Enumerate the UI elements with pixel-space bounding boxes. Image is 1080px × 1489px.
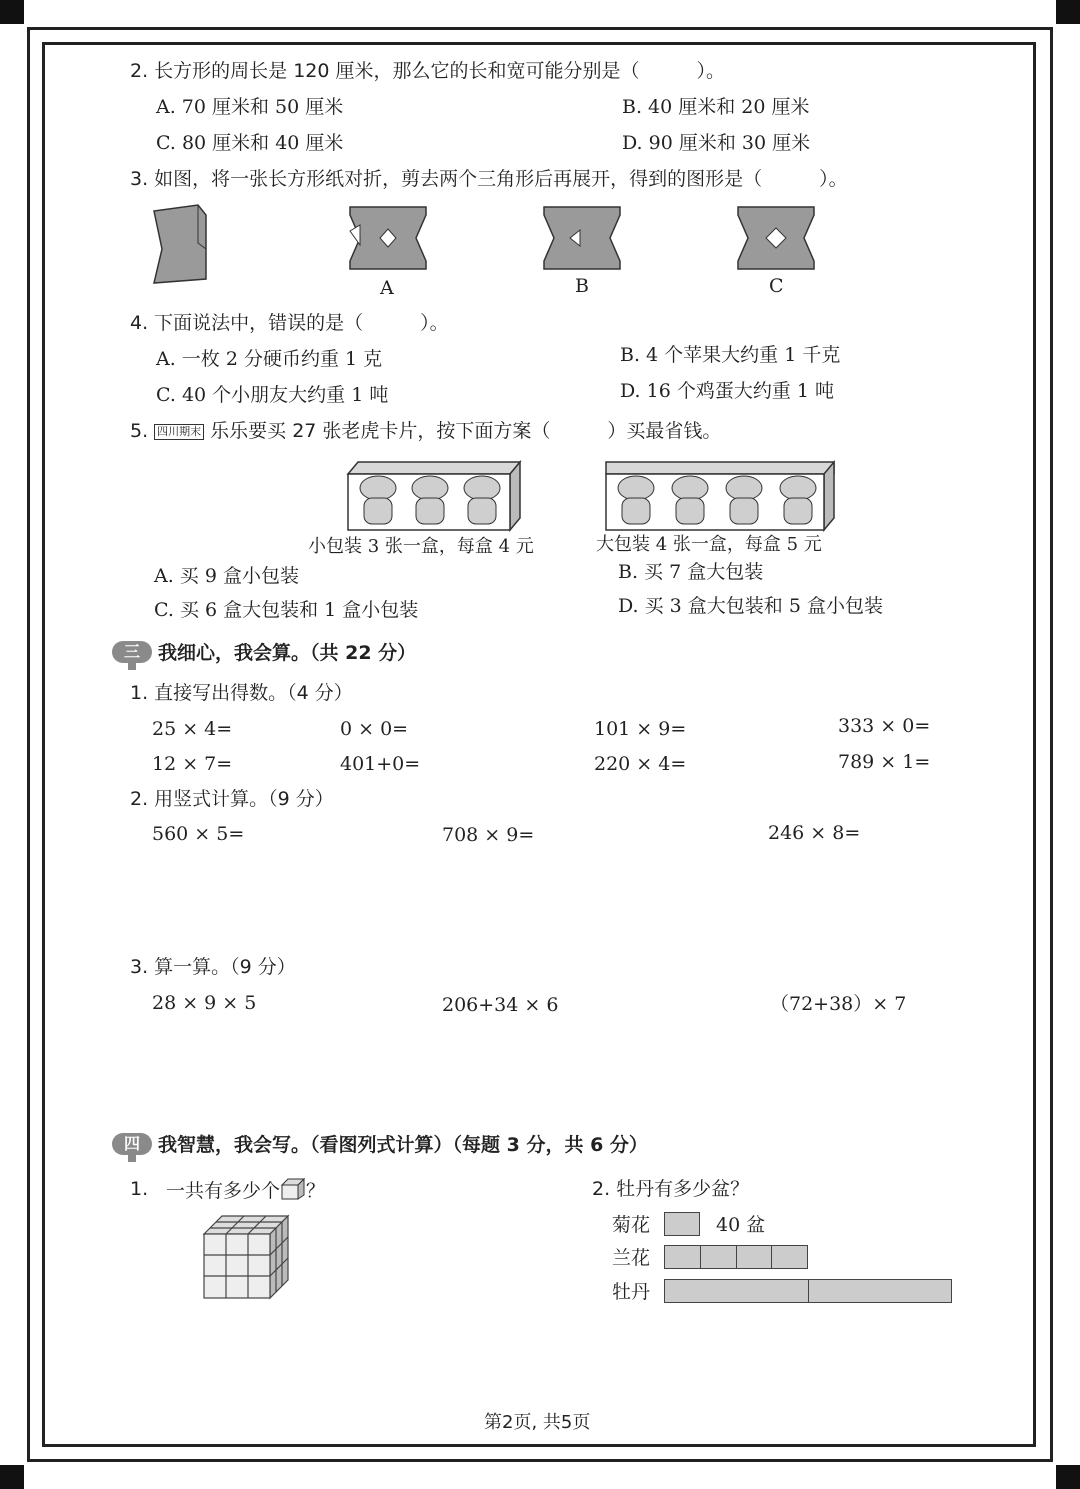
vertical-calc-2: 708 × 9= xyxy=(442,824,535,846)
q3-label-b: B xyxy=(575,275,589,297)
oral-calc-5: 12 × 7= xyxy=(152,753,233,775)
option-c-shape[interactable] xyxy=(736,205,816,271)
section-3-title: 我细心，我会算。（共 22 分） xyxy=(158,642,417,664)
option-a-shape[interactable] xyxy=(348,205,428,271)
q5-option-b[interactable]: B. 买 7 盒大包装 xyxy=(618,561,764,583)
vertical-calc-1: 560 × 5= xyxy=(152,823,245,845)
corner-mark-br xyxy=(1056,1465,1080,1489)
q4-option-c[interactable]: C. 40 个小朋友大约重 1 吨 xyxy=(156,384,389,406)
section-badge-icon: 四 xyxy=(112,1130,152,1160)
q2-stem: 2. 长方形的周长是 120 厘米，那么它的长和宽可能分别是（ ）。 xyxy=(130,60,726,82)
q4-option-b[interactable]: B. 4 个苹果大约重 1 千克 xyxy=(620,344,841,366)
s4q1-stem: 一共有多少个 ？ xyxy=(166,1177,325,1203)
cube-stack-figure xyxy=(202,1214,290,1300)
page-number: 第2页, 共5页 xyxy=(484,1412,591,1433)
option-b-shape[interactable] xyxy=(542,205,622,271)
section-4-title: 我智慧，我会写。（看图列式计算）（每题 3 分，共 6 分） xyxy=(158,1134,648,1156)
section-badge-icon: 三 xyxy=(112,638,152,668)
q5-source-tag: 四川期末 xyxy=(154,424,204,440)
bar-peony xyxy=(664,1279,952,1303)
big-package-caption: 大包装 4 张一盒，每盒 5 元 xyxy=(596,534,822,555)
folded-paper-figure xyxy=(150,203,210,285)
bar-unit xyxy=(664,1245,701,1269)
corner-mark-tr xyxy=(1056,0,1080,24)
vertical-calc-3: 246 × 8= xyxy=(768,822,861,844)
oral-calc-7: 220 × 4= xyxy=(594,753,687,775)
q2-option-a[interactable]: A. 70 厘米和 50 厘米 xyxy=(156,96,344,118)
q2-option-c[interactable]: C. 80 厘米和 40 厘米 xyxy=(156,132,344,154)
q2-option-d[interactable]: D. 90 厘米和 30 厘米 xyxy=(622,132,811,154)
s3q1-title: 1. 直接写出得数。（4 分） xyxy=(130,682,353,704)
bar-unit xyxy=(701,1245,737,1269)
mixed-calc-2: 206+34 × 6 xyxy=(442,994,559,1016)
oral-calc-8: 789 × 1= xyxy=(838,751,931,773)
small-cube-icon xyxy=(280,1177,306,1201)
q3-label-a: A xyxy=(380,277,394,299)
q4-stem: 4. 下面说法中，错误的是（ ）。 xyxy=(130,312,449,334)
q2-option-b[interactable]: B. 40 厘米和 20 厘米 xyxy=(622,96,810,118)
big-package-box xyxy=(604,460,836,532)
bar-unit xyxy=(737,1245,773,1269)
section-4-heading xyxy=(112,1130,648,1160)
bar-chrysanthemum xyxy=(664,1212,700,1236)
bar-label-orchid: 兰花 xyxy=(612,1247,651,1269)
section-3-heading xyxy=(112,638,416,668)
corner-mark-tl xyxy=(0,0,24,24)
bar-unit xyxy=(809,1279,953,1303)
bar-unit xyxy=(772,1245,808,1269)
mixed-calc-1: 28 × 9 × 5 xyxy=(152,992,257,1014)
bar-orchid xyxy=(664,1245,808,1269)
bar-unit xyxy=(664,1279,809,1303)
oral-calc-3: 101 × 9= xyxy=(594,718,687,740)
small-package-caption: 小包装 3 张一盒，每盒 4 元 xyxy=(308,536,534,557)
q3-label-c: C xyxy=(769,275,784,297)
oral-calc-1: 25 × 4= xyxy=(152,718,233,740)
bar-value-chrysanthemum: 40 盆 xyxy=(716,1214,766,1236)
q5-option-d[interactable]: D. 买 3 盒大包装和 5 盒小包装 xyxy=(618,595,883,617)
s3q2-title: 2. 用竖式计算。（9 分） xyxy=(130,788,334,810)
q5-stem: 乐乐要买 27 张老虎卡片，按下面方案（ ）买最省钱。 xyxy=(210,420,722,442)
oral-calc-4: 333 × 0= xyxy=(838,715,931,737)
small-package-box xyxy=(346,460,522,532)
s4q2-stem: 2. 牡丹有多少盆？ xyxy=(592,1178,750,1200)
mixed-calc-3: （72+38）× 7 xyxy=(770,993,907,1015)
q5-number: 5. xyxy=(130,420,155,442)
q5-stem-line xyxy=(130,419,721,443)
q4-option-d[interactable]: D. 16 个鸡蛋大约重 1 吨 xyxy=(620,380,835,402)
s3q3-title: 3. 算一算。（9 分） xyxy=(130,956,296,978)
bar-label-chrysanthemum: 菊花 xyxy=(612,1214,651,1236)
q3-stem: 3. 如图，将一张长方形纸对折，剪去两个三角形后再展开，得到的图形是（ ）。 xyxy=(130,168,848,190)
corner-mark-bl xyxy=(0,1465,24,1489)
oral-calc-6: 401+0= xyxy=(340,753,421,775)
oral-calc-2: 0 × 0= xyxy=(340,718,409,740)
q4-option-a[interactable]: A. 一枚 2 分硬币约重 1 克 xyxy=(156,348,383,370)
q5-option-c[interactable]: C. 买 6 盒大包装和 1 盒小包装 xyxy=(154,599,419,621)
s4q1-number: 1. xyxy=(130,1178,149,1200)
bar-label-peony: 牡丹 xyxy=(612,1281,651,1303)
q5-option-a[interactable]: A. 买 9 盒小包装 xyxy=(154,565,299,587)
